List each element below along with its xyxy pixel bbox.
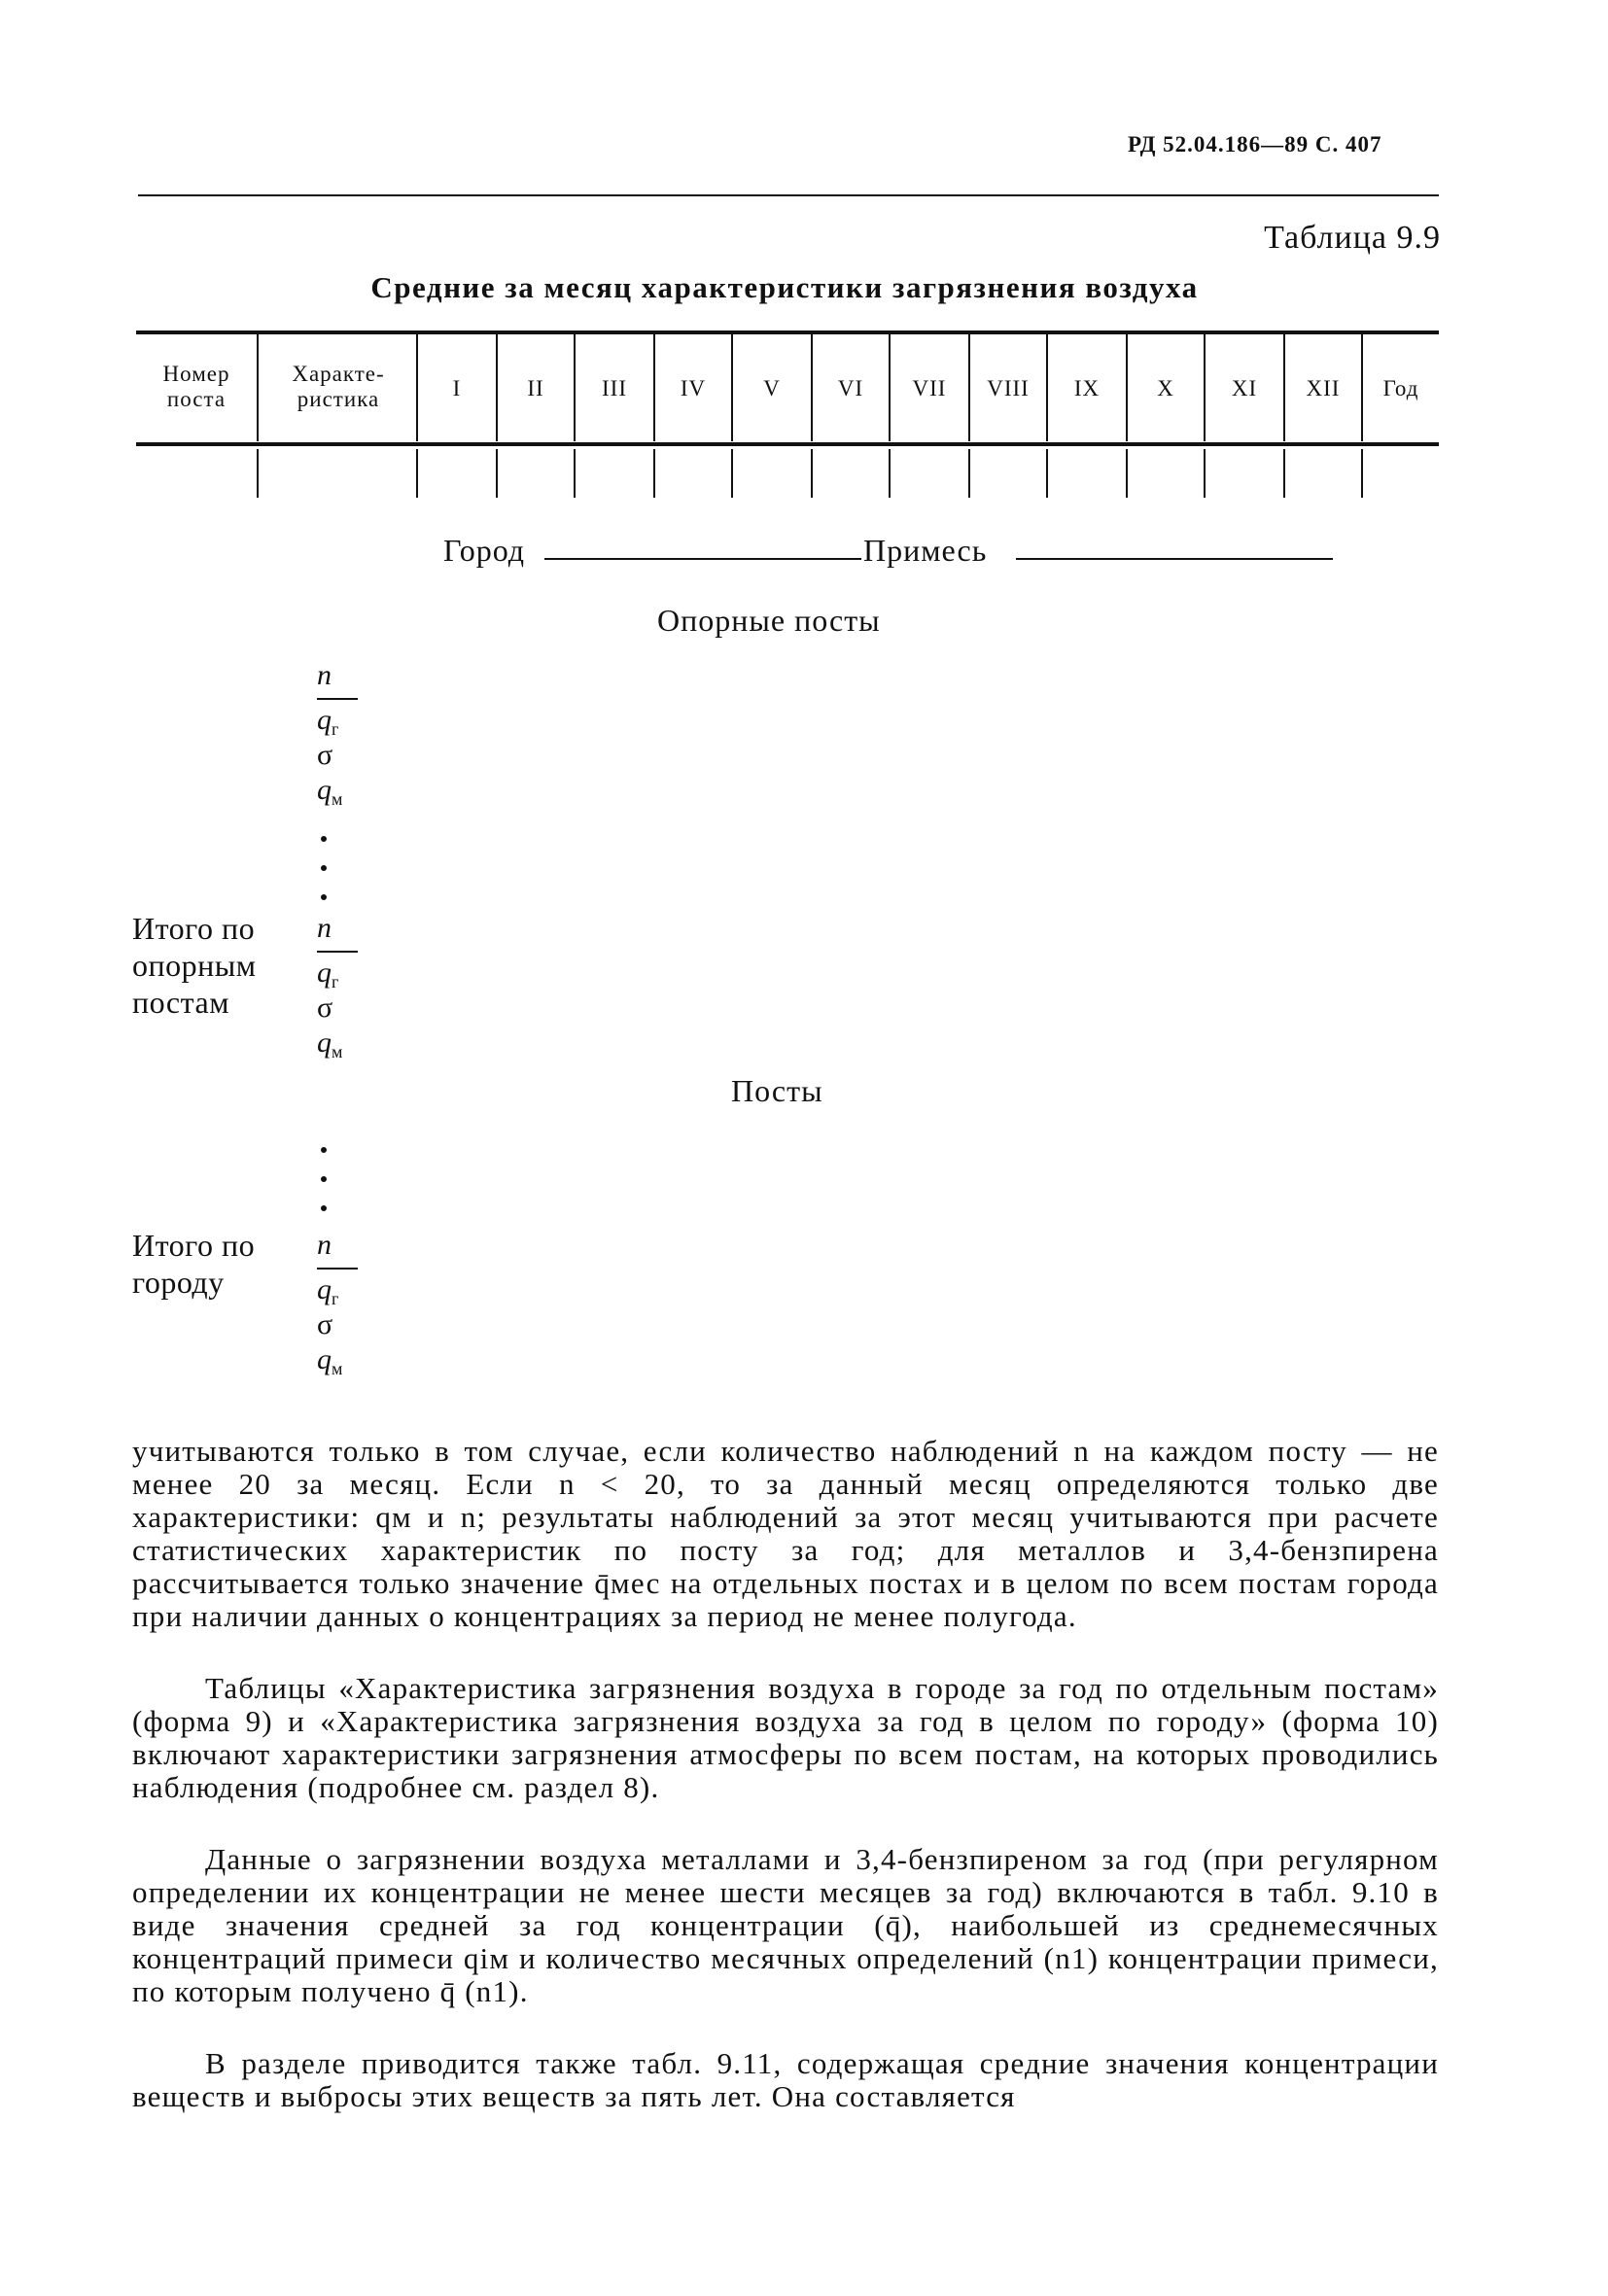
column-header-month-10: X [1157,376,1174,400]
column-header-month-2: II [527,376,544,400]
symbol-sigma: σ [317,991,333,1024]
table-body-column-divider [496,449,498,498]
paragraph-4: В разделе приводится также табл. 9.11, содержащая средние значения концентрации веществ и выбросы этих веществ за пять лет. Она составляется [132,2046,1439,2113]
table-body-column-divider [1283,449,1285,498]
overline-bar [317,1268,358,1270]
overline-bar [317,698,358,700]
table-top-rule [136,330,1439,334]
table-body-column-divider [1204,449,1206,498]
column-header-month-9: IX [1073,376,1101,400]
section-reference-posts: Опорные посты [657,603,881,638]
symbol-q-m [317,1028,342,1066]
symbol-q-m [317,1345,342,1383]
symbol-q-letter: q [317,1273,332,1305]
symbol-q-m-sub: м [332,789,343,809]
table-body-column-divider [731,449,733,498]
table-body-column-divider [1361,449,1363,498]
total-city-label: Итого по городу [132,1228,256,1300]
table-body-column-divider [416,449,418,498]
total-reference-label: Итого по опорным постам [132,911,257,1020]
symbol-q-g-sub: г [332,719,339,739]
column-header-month-11: XI [1231,376,1258,400]
symbol-sigma: σ [317,739,333,771]
ellipsis-dot [321,836,327,842]
column-header-month-3: III [602,376,627,400]
symbol-n: n [317,1229,332,1261]
column-header-month-5: V [763,376,781,400]
table-body-column-divider [811,449,813,498]
table-body-column-divider [968,449,970,498]
table-body-column-divider [889,449,891,498]
column-header-month-4: IV [680,376,707,400]
impurity-fill-line [1016,558,1333,560]
symbol-q-m-sub: м [332,1042,343,1061]
ellipsis-dot [321,1176,327,1182]
table-title [0,270,1608,305]
city-label: Город [443,533,526,568]
symbol-q-letter: q [317,1026,332,1059]
symbol-q-m [317,776,342,814]
table-body-column-divider [257,449,259,498]
column-header-month-7: VII [912,376,947,400]
impurity-label: Примесь [863,533,988,568]
table-body-column-divider [653,449,655,498]
column-header-month-12: XII [1306,376,1341,400]
ellipsis-dot [321,1147,327,1153]
column-header-month-6: VI [837,376,864,400]
table-body-column-divider [1126,449,1128,498]
column-header-characteristic: Характе-ристика [292,362,385,411]
symbol-q-letter: q [317,774,332,806]
symbol-q-letter: q [317,704,332,736]
table-body-column-divider [574,449,576,498]
page-header: РД 52.04.186—89 С. 407 [1128,132,1382,157]
city-fill-line [544,558,861,560]
symbol-n: n [317,659,332,691]
symbol-q-letter: q [317,957,332,989]
symbol-q-g-sub: г [332,972,339,991]
ellipsis-dot [321,1205,327,1211]
ellipsis-dot [321,865,327,871]
symbol-n: n [317,912,332,944]
column-header-year: Год [1382,376,1419,400]
column-header-month-8: VIII [987,376,1030,400]
symbol-q-m-sub: м [332,1359,343,1378]
symbol-sigma: σ [317,1308,333,1340]
paragraph-2: Таблицы «Характеристика загрязнения воздуха в городе за год по отдельным постам» (форма 9) и «Характеристика загрязнения воздуха за год в целом по городу» (форма 10) включают характеристики загрязнения атмосферы по всем постам, на которых проводились наблюдения (подробнее см. раздел 8). [132,1671,1439,1804]
column-header-month-1: I [452,376,462,400]
table-body-column-divider [1046,449,1048,498]
section-posts: Посты [731,1073,823,1108]
column-header-post-no: Номер поста [162,362,230,411]
symbol-q-g-sub: г [332,1289,339,1308]
symbol-q-letter: q [317,1343,332,1375]
table-label: Таблица 9.9 [1264,220,1441,256]
ellipsis-dot [321,894,327,900]
paragraph-3: Данные о загрязнении воздуха металлами и 3,4-бензпиреном за год (при регулярном определении их концентрации не менее шести месяцев за год) включаются в табл. 9.10 в виде значения средней за год концентрации (q̄), наибольшей из среднемесячных концентраций примеси qiм и количество месячных определений (n1) концентрации примеси, по которым получено q̄ (n1). [132,1842,1439,2008]
header-rule [138,194,1439,196]
table-header-bottom-rule [136,442,1439,446]
paragraph-1: учитываются только в том случае, если количество наблюдений n на каждом посту — не менее 20 за месяц. Если n < 20, то за данный месяц определяются только две характеристики: qм и n; результаты наблюдений за этот месяц учитываются при расчете статистических характеристик по посту за год; для металлов и 3,4-бензпирена рассчитывается только значение q̄мес на отдельных постах и в целом по всем постам города при наличии данных о концентрациях за период не менее полугода. [132,1434,1439,1633]
table-column-divider [257,334,259,441]
overline-bar [317,951,358,953]
table-title-text: Средние за месяц характеристики загрязнения воздуха [370,270,1199,304]
